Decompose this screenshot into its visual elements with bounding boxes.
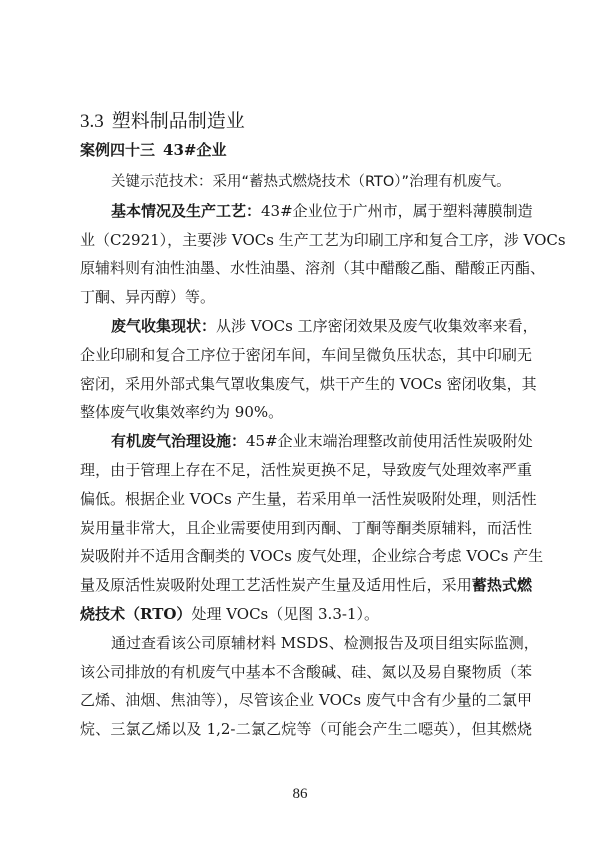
text-line: 偏低。根据企业 VOCs 产生量，若采用单一活性炭吸附处理，则活性 <box>80 489 537 508</box>
case-name: 43#企业 <box>163 141 227 159</box>
key-tech-prefix: 关键示范技术：采用 <box>111 174 242 190</box>
page-number: 86 <box>292 786 308 802</box>
text-line: 丁酮、异丙醇）等。 <box>80 288 216 307</box>
text-line: 45#企业末端治理整改前使用活性炭吸附处 <box>246 432 533 451</box>
text-line: 43#企业位于广州市，属于塑料薄膜制造 <box>261 201 533 220</box>
text-line: 该公司排放的有机废气中基本不含酸碱、硅、氮以及易自聚物质（苯 <box>80 662 532 681</box>
paragraph-heading: 基本情况及生产工艺： <box>111 201 262 220</box>
section-title: 塑料制品制造业 <box>111 110 245 132</box>
text-line: 乙烯、油烟、焦油等），尽管该企业 VOCs 废气中含有少量的二氯甲 <box>80 691 532 710</box>
text-line: 企业印刷和复合工序位于密闭车间，车间呈微负压状态，其中印刷无 <box>80 345 532 364</box>
text-segment: 量及原活性炭吸附处理工艺活性炭产生量及适用性后，采用 <box>80 576 472 595</box>
text-segment: 处理 VOCs（见图 3.3-1）。 <box>191 604 379 623</box>
text-line: 通过查看该公司原辅材料 MSDS、检测报告及项目组实际监测， <box>111 633 539 652</box>
text-line: 密闭，采用外部式集气罩收集废气，烘干产生的 VOCs 密闭收集，其 <box>80 374 537 393</box>
text-line: 烷、三氯乙烯以及 1,2-二氯乙烷等（可能会产生二噁英），但其燃烧 <box>80 720 532 739</box>
text-line: 业（C2921），主要涉 VOCs 生产工艺为印刷工序和复合工序，涉 VOCs <box>80 230 566 249</box>
text-line: 原辅料则有油性油墨、水性油墨、溶剂（其中醋酸乙酯、醋酸正丙酯、 <box>80 259 546 278</box>
section-number: 3.3 <box>80 111 104 132</box>
case-label: 案例四十三 <box>80 141 156 159</box>
paragraph-heading: 有机废气治理设施： <box>111 432 247 451</box>
key-technology-line <box>80 168 532 197</box>
text-line: 理，由于管理上存在不足，活性炭更换不足，导致废气处理效率严重 <box>80 460 532 479</box>
bold-term: 蓄热式燃 <box>471 576 532 595</box>
text-line <box>80 571 532 600</box>
text-line: 整体废气收集效率约为 90%。 <box>80 403 284 422</box>
text-line <box>80 600 532 629</box>
body-text <box>80 168 566 744</box>
text-line: 从涉 VOCs 工序密闭效果及废气收集效率来看， <box>216 316 538 335</box>
bold-term: 烧技术（RTO） <box>80 604 192 623</box>
paragraph-treatment-line <box>80 427 532 456</box>
key-tech-suffix: 治理有机废气。 <box>409 174 511 190</box>
case-heading <box>80 139 226 161</box>
key-tech-name: “蓄热式燃烧技术（RTO）” <box>241 174 410 190</box>
paragraph-basic-info-line <box>80 197 532 226</box>
section-heading <box>80 108 245 135</box>
text-line: 炭用量非常大，且企业需要使用到丙酮、丁酮等酮类原辅料，而活性 <box>80 518 532 537</box>
text-line: 炭吸附并不适用含酮类的 VOCs 废气处理，企业综合考虑 VOCs 产生 <box>80 547 544 566</box>
paragraph-collection-line <box>80 312 538 341</box>
paragraph-heading: 废气收集现状： <box>111 316 217 335</box>
